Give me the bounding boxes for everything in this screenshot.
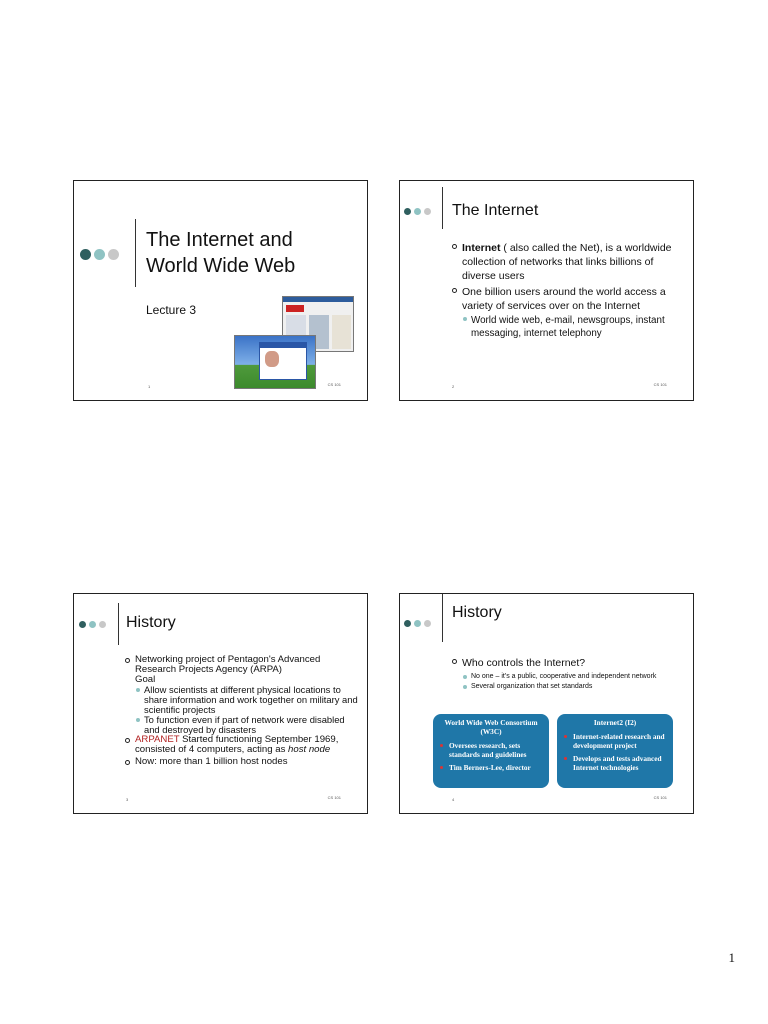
decorative-dots [80,249,119,260]
host-node-term: host node [288,744,331,755]
sub-bullet-services: World wide web, e-mail, newsgroups, instant messaging, internet telephony [462,314,681,340]
box-item: Internet-related research and development project [563,732,667,750]
sub-bullet-no-one: No one – it's a public, cooperative and independent network [462,672,686,682]
dot-dark [79,621,86,628]
slide-title: The Internet and World Wide Web [146,229,296,277]
term-internet: Internet [462,242,501,254]
slide-title: History [452,604,502,621]
dot-light [424,208,431,215]
bullet-host-nodes: Now: more than 1 billion host nodes [124,757,359,767]
bullet-internet-definition [451,241,681,283]
goal-item-share: Allow scientists at different physical locations to share information and work together on military and scientific projects [135,685,359,715]
slide-footer: CS 101 [653,382,667,387]
dot-mid [94,249,105,260]
slide-number: 1 [148,384,151,389]
w3c-box [433,714,549,788]
box-title: Internet2 (I2) [593,718,637,727]
slide-4 [399,593,694,814]
dot-mid [89,621,96,628]
bullet-text: ( also called the Net), is a worldwide collection of networks that links billions of diverse users [462,242,672,282]
bullet-text: Started functioning September 1969, consisted of 4 computers, acting as [135,734,339,755]
bullet-users [451,285,681,340]
slide-footer: CS 101 [653,795,667,800]
slide-subtitle: Lecture 3 [146,303,197,317]
slide-1 [73,180,368,401]
goal-label: Goal [135,674,156,685]
bullet-arpa-project: Networking project of Pentagon's Advanced Research Projects Agency (ARPA) [124,655,359,675]
dot-dark [80,249,91,260]
dot-mid [414,208,421,215]
dot-light [108,249,119,260]
slide-title: History [126,614,176,631]
box-item: Tim Berners-Lee, director [439,763,543,772]
slide-number: 2 [452,384,455,389]
slide-title: The Internet [452,202,539,219]
decorative-dots [404,208,431,215]
title-divider [118,603,119,645]
box-title: World Wide Web Consortium (W3C) [444,718,538,736]
dot-dark [404,208,411,215]
slide-footer: CS 101 [327,382,341,387]
title-divider [135,219,136,287]
title-divider [442,594,443,642]
slide-content [451,241,681,340]
slide-footer: CS 101 [327,795,341,800]
slide-3 [73,593,368,814]
slide-content [451,656,686,692]
bullet-text: Who controls the Internet? [462,657,586,669]
goal-item-resilience: To function even if part of network were disabled and destroyed by disasters [135,715,359,735]
bullet-who-controls [451,656,686,692]
slide-number: 3 [126,797,129,802]
desktop-screenshot-image [234,335,316,389]
decorative-dots [404,620,431,627]
page-number: 1 [728,950,735,965]
title-divider [442,187,443,229]
bullet-arpanet [124,735,359,755]
dot-dark [404,620,411,627]
decorative-dots [79,621,106,628]
bullet-text: One billion users around the world access a variety of services over on the Internet [462,286,666,312]
internet2-box [557,714,673,788]
slide-number: 4 [452,797,455,802]
box-item: Oversees research, sets standards and guidelines [439,741,543,759]
slide-2 [399,180,694,401]
sub-bullet-organizations: Several organization that set standards [462,682,686,692]
dot-light [99,621,106,628]
arpanet-term: ARPANET [135,734,180,745]
dot-light [424,620,431,627]
slide-content [124,655,359,767]
dot-mid [414,620,421,627]
box-item: Develops and tests advanced Internet technologies [563,754,667,772]
